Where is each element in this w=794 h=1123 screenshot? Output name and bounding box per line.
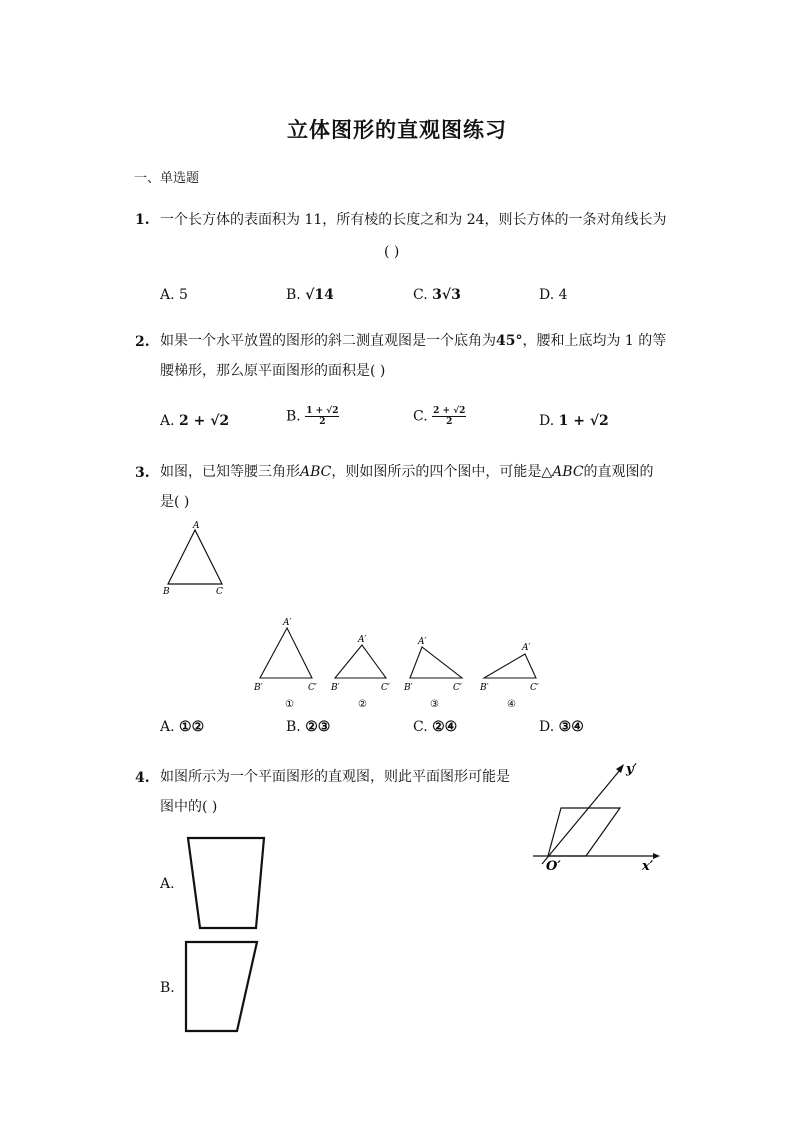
option-value: 3√3 bbox=[432, 287, 461, 303]
oblique-axes-figure bbox=[528, 756, 668, 876]
option-label: C. bbox=[413, 408, 428, 425]
figure-2 bbox=[330, 635, 390, 710]
page-title: 立体图形的直观图练习 bbox=[287, 117, 507, 142]
option-label: D. bbox=[539, 719, 555, 735]
option-c[interactable] bbox=[413, 406, 466, 427]
vertex-label-c: C′ bbox=[381, 683, 390, 693]
vertex-label-c: C′ bbox=[308, 683, 317, 693]
option-d[interactable] bbox=[539, 719, 584, 735]
text-part: ，则如图所示的四个图中，可能是 bbox=[331, 464, 542, 480]
option-value: ②④ bbox=[432, 719, 458, 735]
question-number: 3. bbox=[135, 465, 150, 481]
section-heading: 一、单选题 bbox=[134, 171, 200, 186]
vertex-label-a: A′ bbox=[358, 635, 367, 645]
text-part: 如图，已知等腰三角形 bbox=[160, 464, 300, 480]
angle-value: 45° bbox=[496, 333, 523, 349]
parallelogram-shape bbox=[548, 808, 620, 856]
text-part: 的直观图的 bbox=[583, 464, 654, 480]
question-number: 2. bbox=[135, 334, 150, 350]
right-trapezoid-shape bbox=[186, 942, 257, 1031]
option-b[interactable] bbox=[286, 406, 339, 427]
option-d[interactable] bbox=[539, 287, 568, 303]
option-label: A. bbox=[160, 413, 175, 429]
fraction bbox=[305, 406, 339, 427]
option-label: B. bbox=[286, 408, 301, 425]
x-axis-label: x′ bbox=[642, 859, 654, 874]
option-a[interactable] bbox=[160, 287, 188, 303]
x-axis-arrow bbox=[653, 853, 660, 859]
question-text-line2: 是( ) bbox=[160, 494, 190, 510]
option-a[interactable] bbox=[160, 719, 204, 735]
option-label: B. bbox=[286, 719, 301, 735]
option-label: D. bbox=[539, 413, 555, 429]
figure-3 bbox=[403, 637, 462, 710]
option-value: √14 bbox=[305, 287, 334, 303]
option-value: 4 bbox=[558, 287, 568, 303]
option-label: C. bbox=[413, 287, 428, 303]
fraction-denominator: 2 bbox=[319, 417, 326, 427]
question-text-line2: 图中的( ) bbox=[160, 799, 218, 815]
question-text bbox=[160, 326, 666, 356]
option-a[interactable] bbox=[160, 413, 229, 429]
option-b[interactable] bbox=[286, 287, 334, 303]
option-label: C. bbox=[413, 719, 428, 735]
origin-label: O′ bbox=[546, 859, 561, 874]
triangle-shape bbox=[168, 530, 222, 584]
option-value: ①② bbox=[179, 719, 205, 735]
vertex-label-b: B′ bbox=[404, 683, 413, 693]
option-value: ③④ bbox=[558, 719, 584, 735]
question-text bbox=[160, 457, 654, 487]
triangle-shape bbox=[410, 647, 462, 678]
option-label: D. bbox=[539, 287, 555, 303]
text-part: 如果一个水平放置的图形的斜二测直观图是一个底角为 bbox=[160, 333, 496, 349]
triangle-name: ABC bbox=[300, 464, 332, 480]
vertex-label-a: A bbox=[193, 521, 200, 531]
question-number: 1. bbox=[135, 212, 150, 228]
fraction-numerator: 1 + √2 bbox=[306, 406, 339, 416]
fraction-numerator: 2 + √2 bbox=[433, 406, 466, 416]
option-b-label: B. bbox=[160, 980, 175, 996]
option-label: A. bbox=[160, 719, 175, 735]
figure-4 bbox=[479, 643, 539, 710]
figure-number: ① bbox=[285, 699, 294, 710]
option-value: 2 + √2 bbox=[179, 413, 230, 429]
fraction bbox=[432, 406, 466, 427]
option-label: A. bbox=[160, 287, 175, 303]
triangle-symbol: △ bbox=[541, 464, 553, 480]
question-text-line2: 腰梯形，那么原平面图形的面积是( ) bbox=[160, 363, 386, 379]
vertex-label-b: B′ bbox=[480, 683, 489, 693]
vertex-label-a: A′ bbox=[283, 618, 292, 628]
trapezoid-shape bbox=[188, 838, 264, 928]
candidate-figures bbox=[250, 612, 550, 712]
vertex-label-c: C′ bbox=[453, 683, 462, 693]
question-number: 4. bbox=[135, 770, 150, 786]
figure-number: ② bbox=[358, 699, 367, 710]
vertex-label-b: B′ bbox=[331, 683, 340, 693]
option-a-label: A. bbox=[160, 876, 175, 892]
vertex-label-a: A′ bbox=[418, 637, 427, 647]
y-axis-label: y′ bbox=[626, 762, 637, 777]
option-d[interactable] bbox=[539, 413, 609, 429]
question-text: 如图所示为一个平面图形的直观图，则此平面图形可能是 bbox=[160, 769, 510, 785]
y-axis-arrow bbox=[616, 764, 624, 773]
triangle-abc-figure bbox=[158, 518, 233, 598]
fraction-denominator: 2 bbox=[446, 417, 453, 427]
option-c[interactable] bbox=[413, 287, 461, 303]
vertex-label-c: C bbox=[216, 587, 223, 597]
option-label: B. bbox=[286, 287, 301, 303]
vertex-label-a: A′ bbox=[522, 643, 531, 653]
option-b-figure[interactable] bbox=[180, 936, 265, 1036]
text-part: ，腰和上底均为 1 的等 bbox=[522, 333, 667, 349]
figure-1 bbox=[253, 618, 317, 710]
triangle-shape bbox=[484, 654, 536, 678]
triangle-name: ABC bbox=[552, 464, 584, 480]
answer-paren: ( ) bbox=[384, 244, 400, 260]
vertex-label-b: B bbox=[163, 587, 170, 597]
option-value: 1 + √2 bbox=[558, 413, 609, 429]
vertex-label-b: B′ bbox=[254, 683, 263, 693]
y-axis bbox=[542, 770, 620, 864]
option-value: ②③ bbox=[305, 719, 331, 735]
option-c[interactable] bbox=[413, 719, 457, 735]
option-a-figure[interactable] bbox=[180, 832, 275, 932]
option-b[interactable] bbox=[286, 719, 330, 735]
option-value: 5 bbox=[179, 287, 188, 303]
triangle-shape bbox=[260, 628, 312, 678]
triangle-shape bbox=[335, 645, 386, 678]
figure-number: ④ bbox=[507, 699, 516, 710]
question-text: 一个长方体的表面积为 11，所有棱的长度之和为 24，则长方体的一条对角线长为 bbox=[160, 212, 667, 228]
vertex-label-c: C′ bbox=[530, 683, 539, 693]
figure-number: ③ bbox=[430, 699, 439, 710]
